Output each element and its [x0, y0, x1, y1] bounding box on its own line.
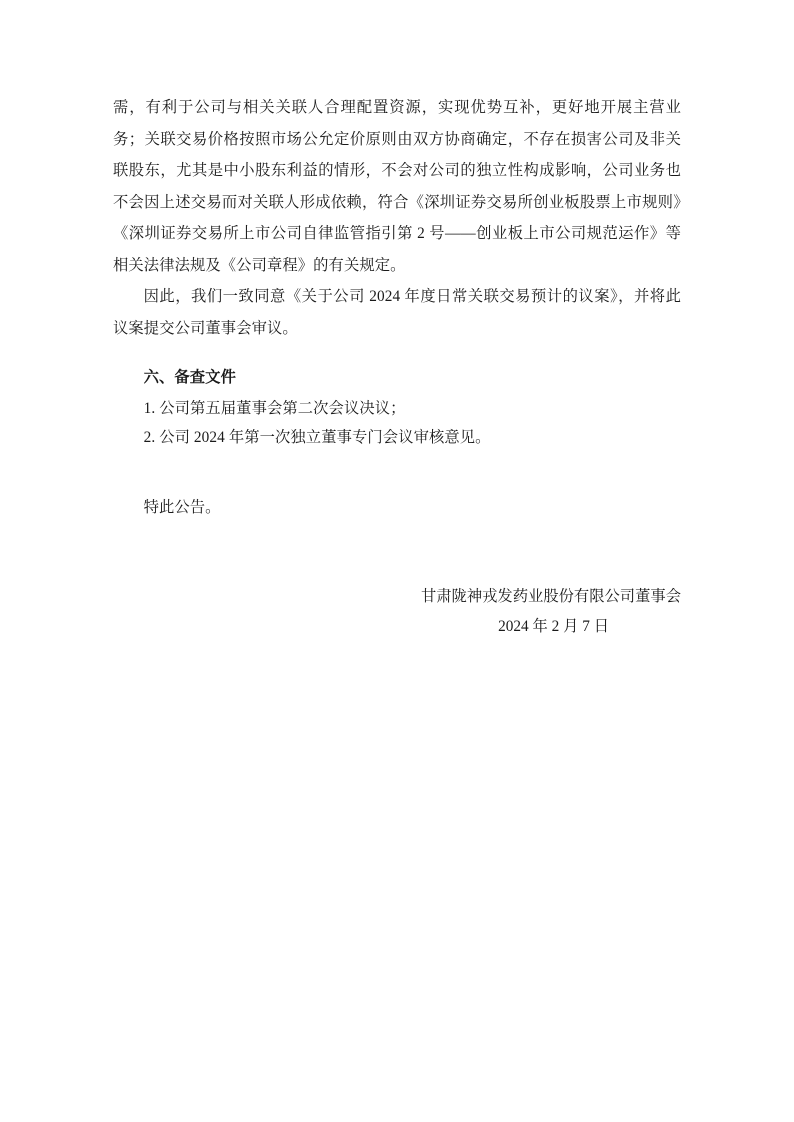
document-body: [113, 92, 681, 643]
reference-document-item-2: 2. 公司 2024 年第一次独立董事专门会议审核意见。: [143, 429, 491, 447]
reference-document-item-1: 1. 公司第五届董事会第二次会议决议；: [143, 399, 406, 417]
paragraph-continuation: 需，有利于公司与相关关联人合理配置资源，实现优势互补，更好地开展主营业务；关联交易价格按照市场公允定价原则由双方协商确定，不存在损害公司及非关联股东，尤其是中小股东利益的情形，不会对公司的独立性构成影响，公司业务也不会因上述交易而对关联人形成依赖，符合《深圳证券交易所创业板股票上市规则》《深圳证券交易所上市公司自律监管指引第 2 号——创业板上市公司规范运作》等相关法律法规及《公司章程》的有关规定。: [113, 99, 681, 274]
signature-date: 2024 年 2 月 7 日: [498, 618, 609, 636]
signature-block: [113, 582, 681, 643]
paragraph-conclusion: 因此，我们一致同意《关于公司 2024 年度日常关联交易预计的议案》，并将此议案提交公司董事会审议。: [113, 288, 681, 337]
announcement-closing: 特此公告。: [143, 499, 221, 517]
section-heading-reference-documents: 六、备查文件: [143, 369, 236, 386]
signature-entity: 甘肃陇神戎发药业股份有限公司董事会: [420, 587, 681, 605]
